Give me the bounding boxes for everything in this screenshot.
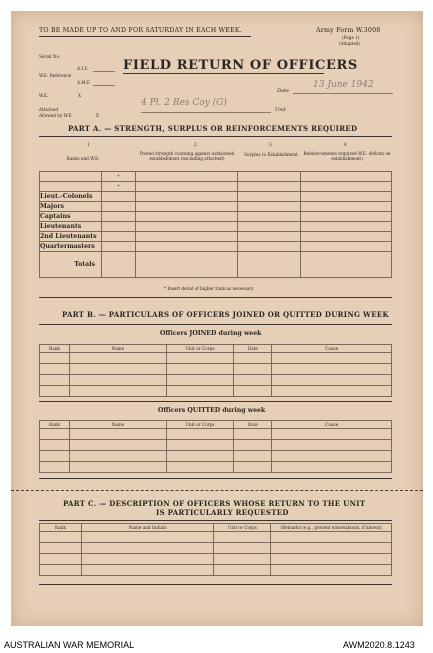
allowed-by-we-label: Allowed by W.E. [39,113,73,118]
part-c-bottom-rule [39,584,392,585]
we-label: W.E. [39,93,49,98]
joined-col-name: Name [69,345,166,353]
footer-source: AUSTRALIAN WAR MEMORIAL [4,640,135,650]
we-reference-label: W.E. Reference [39,73,72,78]
fold-line [11,490,423,491]
col-header-posted: Posted strength counting against authorised establishment (excluding attached) [139,151,235,161]
attached-label: Attached [39,107,59,112]
quitted-col-unit: Unit or Corps [166,421,234,429]
amf-line [93,85,115,86]
rank-2nd-lieutenants: 2nd Lieutenants [40,232,102,242]
part-a-rule [39,136,392,137]
joined-title: Officers JOINED during week [160,330,262,337]
joined-col-date: Date [234,345,272,353]
quitted-title: Officers QUITTED during week [158,407,266,414]
part-c-heading-line1: PART C. — DESCRIPTION OF OFFICERS WHOSE RETURN TO THE UNIT [63,499,366,508]
form-paper [11,11,423,626]
unit-line [141,112,271,113]
quitted-col-rank: Rank [40,421,70,429]
date-label: Date [277,88,289,94]
form-adapted: (Adapted) [339,41,360,46]
quitted-bottom-rule [39,478,392,479]
we-x-mark: X [78,93,81,98]
allowed-x-mark: X [96,113,99,118]
part-a-heading: PART A. — STRENGTH, SURPLUS OR REINFORCEMENTS REQUIRED [68,124,358,133]
part-c-table [39,523,392,576]
part-c-heading-line2: IS PARTICULARLY REQUESTED [156,508,289,517]
col-header-surplus: Surplus to Establishment [244,152,298,157]
aif-line [93,71,115,72]
date-value: 13 June 1942 [313,80,374,90]
part-c-col-name: Name and Initials [81,524,214,532]
col-num-2: 2 [194,142,197,147]
serial-no-label: Serial No. [39,54,61,59]
col-num-1: 1 [87,142,90,147]
col-num-3: 3 [269,142,272,147]
rank-majors: Majors [40,202,102,212]
col-header-reinforcements: Reinforcements required W.E. deficits on establishment) [303,151,391,161]
totals-label: Totals [40,252,102,278]
rank-lieut-colonels: Lieut.-Colonels [40,192,102,202]
joined-bottom-rule [39,401,392,402]
date-line [293,93,393,94]
part-a-grid: * * Lieut.-Colonels Majors Captains Lieutenants 2nd Lieutenants Quartermasters Totals [39,171,392,278]
col-header-ranks: Ranks and W.E. [66,156,100,161]
unit-value: 4 Pl. 2 Res Coy (G) [141,98,227,108]
top-note: TO BE MADE UP TO AND FOR SATURDAY IN EACH WEEK. [39,27,243,34]
title-underline [123,73,324,74]
part-a-footnote: * Insert detail of higher rank as necessary [164,286,254,291]
col-num-4: 4 [344,142,347,147]
part-c-col-rank: Rank [40,524,82,532]
part-c-rule [39,520,392,521]
amf-label: A.M.F. [77,80,91,85]
quitted-col-cause: Cause [272,421,392,429]
quitted-table [39,420,392,473]
part-c-col-unit: Unit or Corps [214,524,271,532]
quitted-col-name: Name [69,421,166,429]
quitted-col-date: Date [234,421,272,429]
footer-accession: AWM2020.8.1243 [343,640,415,650]
joined-table [39,344,392,397]
joined-col-rank: Rank [40,345,70,353]
rank-captains: Captains [40,212,102,222]
rank-quartermasters: Quartermasters [40,242,102,252]
aif-label: A.I.F. [77,66,88,71]
form-title: FIELD RETURN OF OFFICERS [123,58,358,73]
joined-col-unit: Unit or Corps [166,345,234,353]
unit-label: Unit [275,107,287,113]
rank-lieutenants: Lieutenants [40,222,102,232]
part-b-heading: PART B. — PARTICULARS OF OFFICERS JOINED OR QUITTED DURING WEEK [62,310,389,319]
joined-col-cause: Cause [272,345,392,353]
form-id: Army Form W.3008 [316,27,381,34]
part-a-bottom-rule [39,297,392,298]
part-b-rule [39,324,392,325]
form-page: (Page 1) [342,35,360,40]
part-c-col-remarks: (Remarks (e.g., present whereabouts, if known) [271,524,392,532]
top-note-underline [39,36,251,37]
